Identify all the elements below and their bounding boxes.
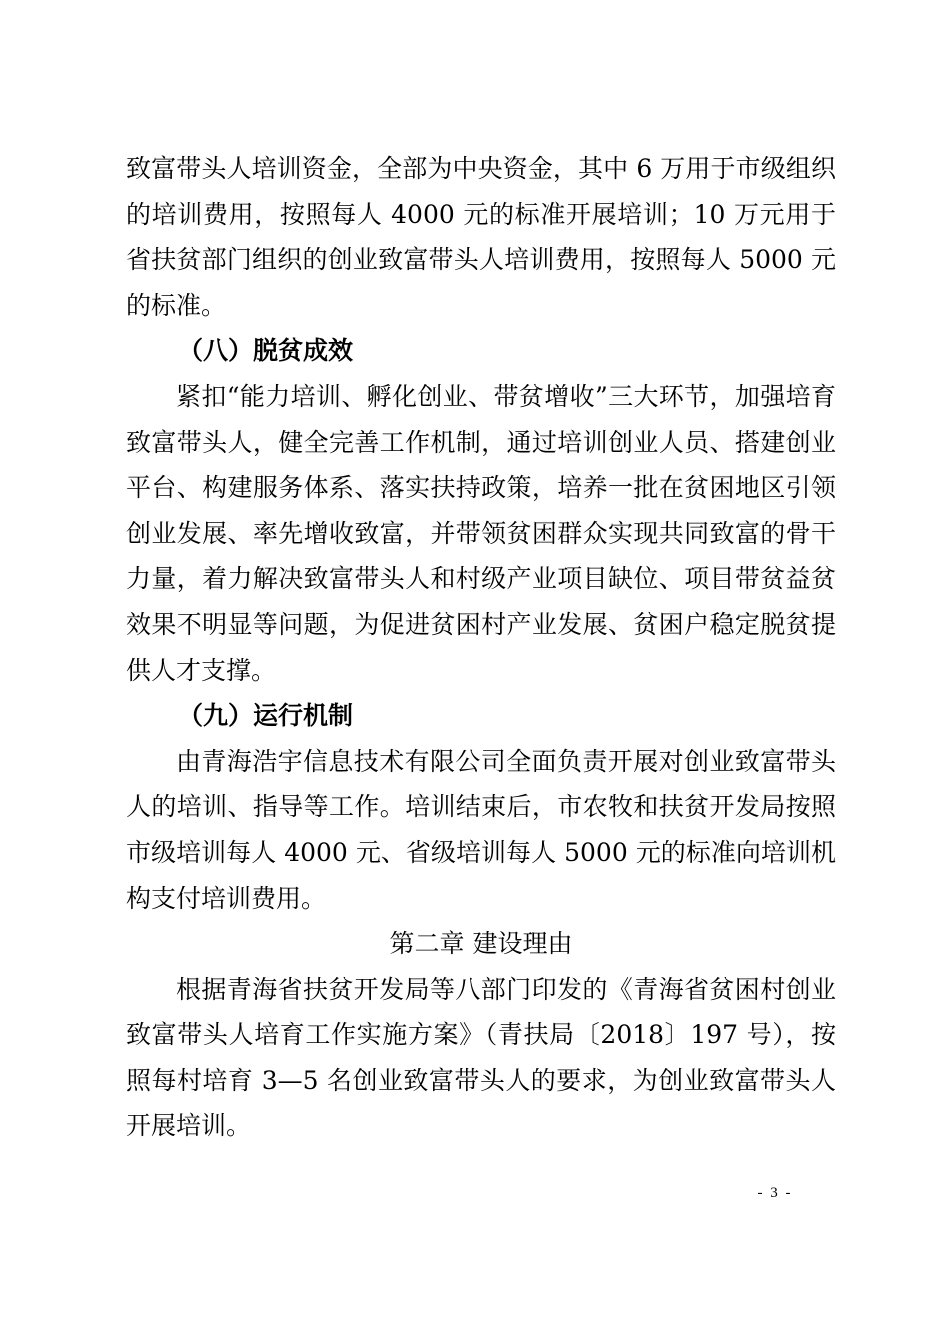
document-body [126,146,836,1149]
paragraph-poverty-results: 紧扣“能力培训、孵化创业、带贫增收”三大环节，加强培育致富带头人，健全完善工作机制，通过培训创业人员、搭建创业平台、构建服务体系、落实扶持政策，培养一批在贫困地区引领创业发展、率先增收致富，并带领贫困群众实现共同致富的骨干力量，着力解决致富带头人和村级产业项目缺位、项目带贫益贫效果不明显等问题，为促进贫困村产业发展、贫困户稳定脱贫提供人才支撑。 [126,381,836,685]
paragraph-funds: 致富带头人培训资金，全部为中央资金，其中 6 万用于市级组织的培训费用，按照每人 4000 元的标准开展培训；10 万元用于省扶贫部门组织的创业致富带头人培训费用，按照每人 5000 元的标准。 [126,154,836,320]
section-heading-8: （八）脱贫成效 [178,336,354,366]
chapter-title: 第二章 建设理由 [389,929,573,959]
paragraph-operation-mechanism: 由青海浩宇信息技术有限公司全面负责开展对创业致富带头人的培训、指导等工作。培训结束后，市农牧和扶贫开发局按照市级培训每人 4000 元、省级培训每人 5000 元的标准向培训机构支付培训费用。 [126,746,836,913]
page-number: - 3 - [757,1185,793,1201]
section-heading-9: （九）运行机制 [178,701,354,731]
paragraph-construction-reason: 根据青海省扶贫开发局等八部门印发的《青海省贫困村创业致富带头人培育工作实施方案》（青扶局〔2018〕197 号），按照每村培育 3—5 名创业致富带头人的要求，为创业致富带头人开展培训。 [126,974,836,1141]
